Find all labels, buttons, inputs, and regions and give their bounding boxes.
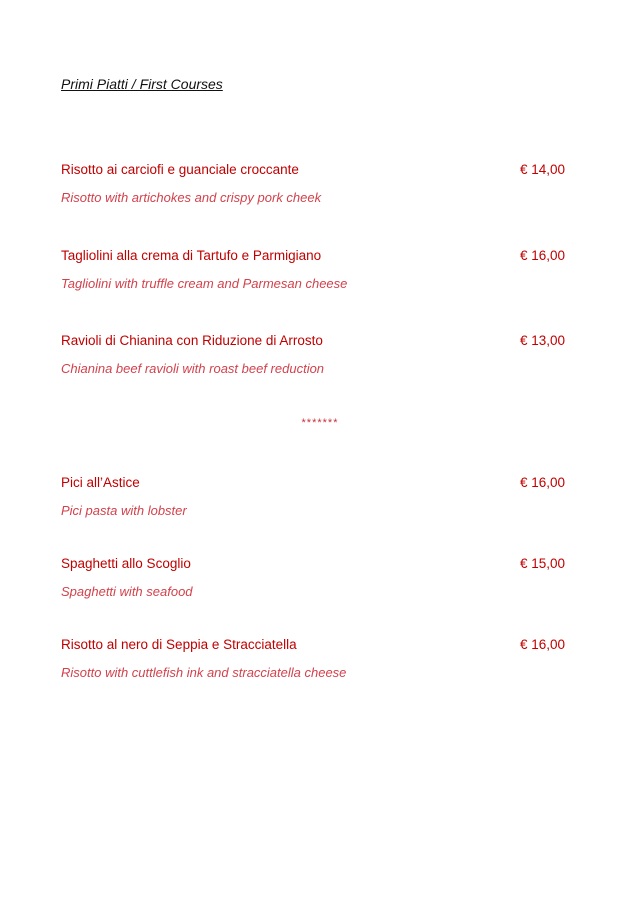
dish-name: Pici all’Astice: [61, 475, 140, 490]
dish-price: € 16,00: [519, 248, 565, 263]
dish-description: Tagliolini with truffle cream and Parmesan cheese: [61, 276, 348, 291]
menu-item: [61, 332, 565, 378]
dish-price: € 13,00: [519, 333, 565, 348]
dish-description: Spaghetti with seafood: [61, 584, 193, 599]
dish-name: Tagliolini alla crema di Tartufo e Parmigiano: [61, 248, 322, 263]
menu-item: [61, 636, 565, 682]
dish-price: € 15,00: [519, 556, 565, 571]
dish-name: Risotto ai carciofi e guanciale croccante: [61, 162, 299, 177]
separator: *******: [301, 417, 339, 429]
menu-item: [61, 161, 565, 207]
dish-price: € 14,00: [519, 162, 565, 177]
dish-price: € 16,00: [519, 475, 565, 490]
section-title: Primi Piatti / First Courses: [61, 76, 223, 92]
dish-name: Ravioli di Chianina con Riduzione di Arrosto: [61, 333, 323, 348]
menu-item: [61, 247, 565, 293]
dish-description: Chianina beef ravioli with roast beef reduction: [61, 361, 325, 376]
menu-item: [61, 555, 565, 601]
dish-description: Risotto with cuttlefish ink and stracciatella cheese: [61, 665, 347, 680]
dish-name: Risotto al nero di Seppia e Stracciatella: [61, 637, 297, 652]
dish-description: Risotto with artichokes and crispy pork cheek: [61, 190, 322, 205]
dish-name: Spaghetti allo Scoglio: [61, 556, 191, 571]
dish-price: € 16,00: [519, 637, 565, 652]
dish-description: Pici pasta with lobster: [61, 503, 187, 518]
menu-item: [61, 474, 565, 520]
